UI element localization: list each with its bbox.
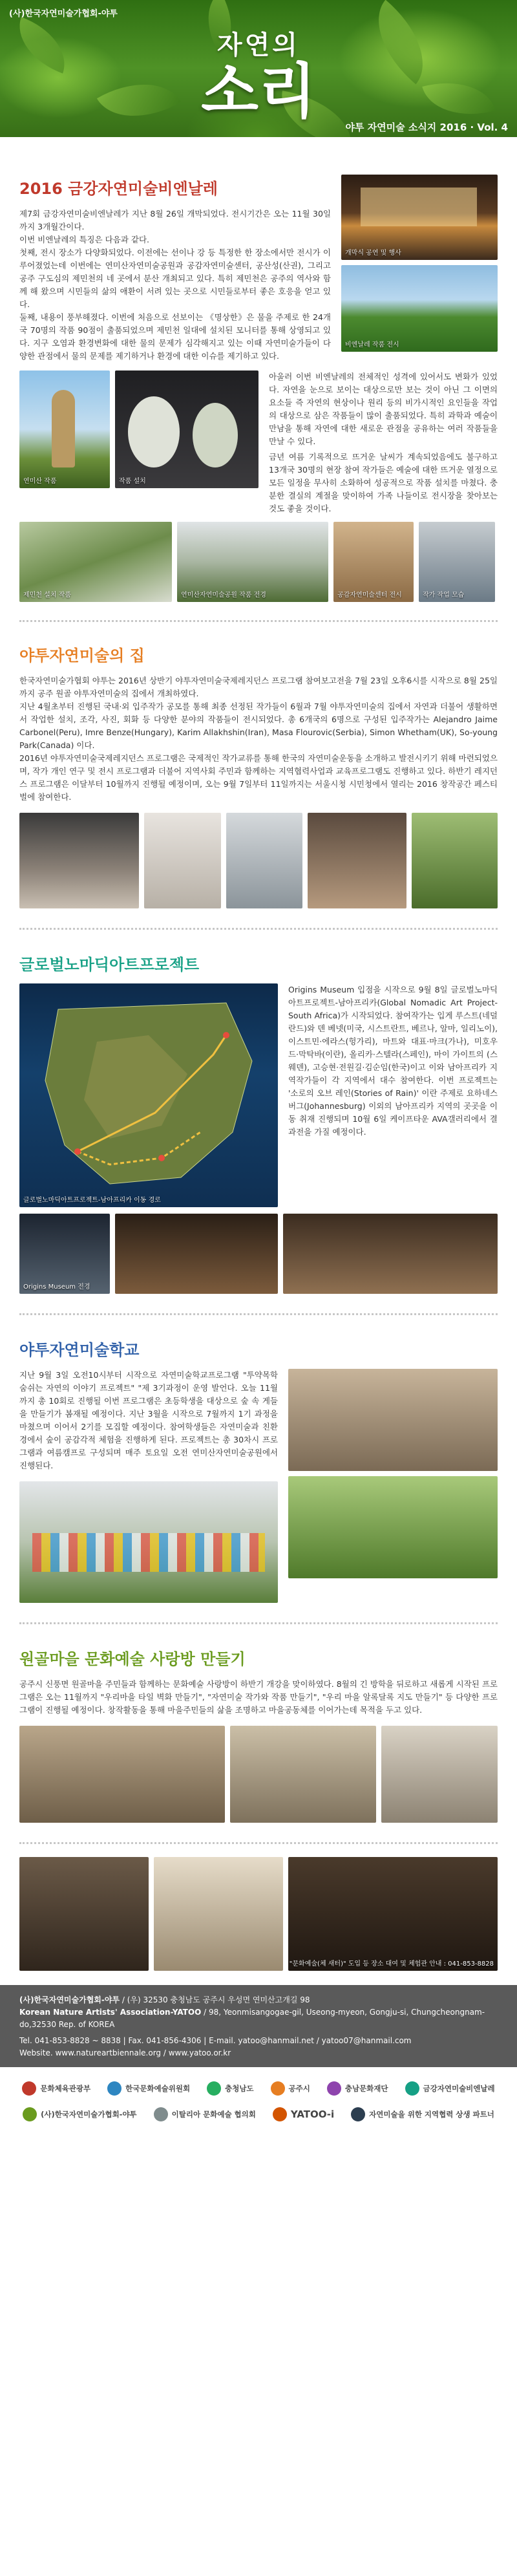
sponsor-logo: (사)한국자연미술가협회-야투 — [23, 2107, 137, 2121]
section-title: 원골마을 문화예술 사랑방 만들기 — [19, 1650, 246, 1668]
sponsor-mark-icon — [327, 2081, 341, 2096]
section-title: 글로벌노마딕아트프로젝트 — [19, 956, 200, 974]
paragraph: 이번 비엔날레의 특징은 다음과 같다. — [19, 235, 149, 244]
paragraph: 제7회 금강자연미술비엔날레가 지난 8월 26일 개막되었다. 전시기간은 오는 11월 30일까지 3개월간이다. — [19, 209, 331, 231]
section-title: 야투자연미술의 집 — [19, 647, 145, 665]
paragraph: Origins Museum 입점을 시작으로 9월 8일 글로벌노마딕아트프로젝트-남아프리카(Global Nomadic Art Project-South Africa)가 시작되었다. 참여작가는 입게 루스트(네덜란드)와 덴 베넷(미국, 시스트란트, 베르나, 알마, 일리노이), 이스트민·에라스(헝가리), 마트와 대표·마크(가나), 미호우드·막탁바(이란), 올리카·스텔라(스페인), 마이 가이트의 (스웨덴), 고승현·전원길·김순임(한국)이고 이와 남아프리카 지역작가들이 각 지역에서 대수 참여한다. 이번 프로젝트는 '소로의 오브 레인(Stories of Rain)' 이란 주제로 요하네스버그(Johannesburg) 이외의 남아프리카 지역의 곳곳을 이동 취재 진행되며 10월 6일 케이프타운 AVA갤러리에서 결과전을 가질 예정이다. — [288, 985, 498, 1137]
sponsor-logo: 충청남도 — [207, 2081, 253, 2096]
photo-school-2 — [288, 1476, 498, 1578]
sponsor-mark-icon — [154, 2107, 168, 2121]
divider — [19, 928, 498, 930]
photo-house-4 — [308, 813, 406, 908]
sponsor-logo: YATOO-i — [273, 2107, 334, 2121]
photo-work-e — [333, 522, 414, 602]
photo-venue-1 — [19, 1857, 149, 1971]
photo-house-1 — [19, 813, 139, 908]
paragraph: 아울러 이번 비엔날레의 전체적인 성격에 있어서도 변화가 있었다. 자연을 눈으로 보이는 대상으로만 보는 것이 아닌 그 이면의 요소들 즉 자연의 현상이나 원리 등의 비가시적인 요인들을 작업의 대상으로 삼은 작품들이 많이 출품되었다. 특히 과학과 예술이 만남을 통해 자연에 대한 새로운 관점을 공유하는 여러 작품들을 만날 수 있다. — [269, 372, 498, 446]
footer — [0, 1985, 517, 2067]
sponsor-mark-icon — [271, 2081, 285, 2096]
map-illustration — [19, 983, 278, 1207]
sponsor-logo: 공주시 — [271, 2081, 310, 2096]
map-south-africa — [19, 983, 278, 1207]
header-bottom-strip — [0, 137, 517, 169]
photo-school-group — [19, 1481, 278, 1603]
footer-website[interactable]: Website. www.natureartbiennale.org / www.yatoo.or.kr — [19, 2048, 231, 2057]
sponsor-logo: 자연미술을 위한 지역협력 상생 파트너 — [351, 2107, 494, 2121]
divider — [19, 1622, 498, 1624]
photo-caption: 연미산자연미술공원 작품 전경 — [181, 592, 266, 599]
photo-caption: 개막식 공연 및 행사 — [345, 250, 401, 257]
footer-org: (사)한국자연미술가협회-야투 — [19, 1995, 120, 2004]
sponsor-mark-icon — [273, 2107, 287, 2121]
sponsor-mark-icon — [22, 2081, 36, 2096]
section-title: 2016 금강자연미술비엔날레 — [19, 180, 218, 198]
photo-village-3 — [381, 1726, 498, 1823]
footer-address-en — [19, 2006, 498, 2031]
masthead-line2: 소리 — [201, 56, 316, 126]
photo-work-c — [19, 522, 172, 602]
photo-caption: Origins Museum 전경 — [23, 1283, 90, 1291]
section-bottom-strip — [0, 1857, 517, 1971]
sponsor-mark-icon — [207, 2081, 221, 2096]
sponsor-mark-icon — [405, 2081, 419, 2096]
footer-address-ko — [19, 1994, 498, 2006]
photo-work-d — [177, 522, 328, 602]
masthead-logo — [0, 25, 517, 126]
photo-house-3 — [226, 813, 302, 908]
section-biennale — [0, 173, 517, 602]
photo-caption: 공감자연미술센터 전시 — [337, 592, 402, 599]
sponsor-mark-icon — [107, 2081, 121, 2096]
photo-village-1 — [19, 1726, 225, 1823]
issue-label: 야투 자연미술 소식지 2016 · Vol. 4 — [345, 122, 508, 133]
divider — [19, 1313, 498, 1315]
paragraph: 지난 4월초부터 진행된 국내·외 입주작가 공모를 통해 최종 선정된 작가들이 6월과 7월 야투자연미술의 집에서 자연과 더불어 생활하면서 작업한 설치, 조각, 사진, 회화 등 다양한 분야의 작품들이 전시되었다. 총 6개국의 6명으로 구성된 입주작가는 Alejandro Jaime Carbonel(Peru), Imre Benze(Hungary), Karim Allakhshin(Iran), Masa Flourovic(Serbia), Simon Whetham(UK), So-young Park(Canada) 이다. — [19, 702, 498, 750]
photo-caption: 작가 작업 모습 — [423, 592, 465, 599]
photo-venue-2 — [154, 1857, 283, 1971]
photo-nomadic-2 — [115, 1214, 278, 1294]
photo-caption: 비엔날레 작품 전시 — [345, 341, 399, 349]
paragraph: 2016년 야투자연미술국제레지던스 프로그램은 국제적인 작가교류를 통해 한국의 자연미술운동을 소개하고 발전시키기 위해 마련되었으며, 작가 개인 연구 및 전시 프로그램과 더불어 지역사회 주민과 함께하는 지역협력사업과 교육프로그램도 진행하고 있다. 하반기 레지던스 프로그램은 이달부터 10월까지 진행될 예정이며, 오는 9월 7일부터 11일까지는 서울시청 시민청에서 열리는 2016 창작공간 페스티벌에 참여한다. — [19, 753, 498, 802]
divider — [19, 1842, 498, 1844]
photo-work-f — [419, 522, 495, 602]
photo-exhibition — [341, 265, 498, 352]
photo-caption: 연미산 작품 — [23, 478, 57, 485]
section-house — [0, 640, 517, 908]
section-nomadic — [0, 949, 517, 1294]
photo-caption: "문화예술(체 새터)" 도입 등 장소 대여 및 체험관 안내 : 041-853-8828 — [289, 1960, 494, 1968]
photo-nomadic-1 — [19, 1214, 110, 1294]
photo-house-5 — [412, 813, 498, 908]
photo-caption: 글로벌노마딕아트프로젝트-남아프리카 이동 경로 — [23, 1197, 161, 1204]
photo-caption: 제민천 설치 작품 — [23, 592, 71, 599]
paragraph: 공주시 신풍면 원골마을 주민들과 함께하는 문화예술 사랑방이 하반기 개강을 맞이하였다. 8월의 긴 방학을 뒤로하고 새롭게 시작된 프로그램은 오는 11월까지 "우리마을 타일 벽화 만들기", "자연미술 작가와 작품 만들기", "우리 마을 알록달록 지도 만들기" 등 다양한 프로그램이 진행될 예정이다. 창작활동을 통해 마을주민들의 삶을 조명하고 마을공동체를 이어가는데 목적을 두고 있다. — [19, 1679, 498, 1715]
section-school — [0, 1335, 517, 1603]
footer-contact[interactable]: Tel. 041-853-8828 ~ 8838 | Fax. 041-856-4306 | E-mail. yatoo@hanmail.net / yatoo07@hanmail.com — [19, 2036, 412, 2045]
header-banner — [0, 0, 517, 169]
photo-village-2 — [230, 1726, 376, 1823]
photo-nomadic-3 — [283, 1214, 498, 1294]
divider — [19, 620, 498, 622]
paragraph: 둘째, 내용이 풍부해졌다. 이번에 처음으로 선보이는 《명상한》은 물을 주제로 한 24개국 70명의 작품 90점이 출품되었으며 제민천 일대에 설치된 모니터를 통해 상영되고 있다. 지구 오염과 환경변화에 대한 물의 문제가 심각해지고 있는 이때 자연미술가들이 다양한 관점에서 물의 문제를 제기하거나 환경에 대한 이슈를 제기하고 있다. — [19, 312, 331, 361]
org-name: (사)한국자연미술가협회-야투 — [9, 9, 118, 19]
section-village — [0, 1644, 517, 1823]
section-title: 야투자연미술학교 — [19, 1341, 140, 1359]
photo-work-b — [115, 370, 258, 488]
sponsor-logo: 한국문화예술위원회 — [107, 2081, 190, 2096]
paragraph: 첫째, 전시 장소가 다양화되었다. 이전에는 선이나 강 등 특정한 한 장소에서만 전시가 이루어졌었는데 이번에는 연미산자연미술공원과 공감자연미술센터, 공산성(산권), 그리고 공주 구도심의 제민천의 네 곳에서 분산 개최되고 있다. 특히 제민천은 공주의 역사와 함께 해 왔으며 시민들의 삶의 애환이 서려 있는 곳으로 시민들로부터 좋은 호응을 얻고 있다. — [19, 248, 331, 309]
sponsor-logo: 문화체육관광부 — [22, 2081, 90, 2096]
photo-house-2 — [144, 813, 221, 908]
paragraph: 한국자연미술가협회 야투는 2016년 상반기 야투자연미술국제레지던스 프로그램 참여보고전을 7월 23일 오후6시를 시작으로 8월 25일까지 공주 원골 야투자연미술의 집에서 개최하였다. — [19, 676, 498, 698]
sponsor-logos — [0, 2067, 517, 2138]
sponsor-logo: 이탈리아 문화예술 협의회 — [154, 2107, 256, 2121]
sponsor-logo: 충남문화재단 — [327, 2081, 388, 2096]
photo-venue-3 — [288, 1857, 498, 1971]
sponsor-mark-icon — [23, 2107, 37, 2121]
footer-en-address: / 98, Yeonmisangogae-gil, Useong-myeon, Gongju-si, Chungcheongnam-do,32530 Rep. of KOREA — [19, 2008, 485, 2029]
footer-en-name: Korean Nature Artists' Association-YATOO — [19, 2008, 202, 2017]
footer-address: / (우) 32530 충청남도 공주시 우성면 연미산고개길 98 — [120, 1995, 310, 2004]
photo-school-1 — [288, 1369, 498, 1471]
photo-work-a — [19, 370, 110, 488]
photo-opening-ceremony — [341, 175, 498, 260]
sponsor-logo: 금강자연미술비엔날레 — [405, 2081, 495, 2096]
photo-caption: 작품 설치 — [119, 478, 146, 485]
paragraph: 지난 9월 3일 오전10시부터 시작으로 자연미술학교프로그램 "투약목학 숨쉬는 자연의 이야기 프로젝트" "제 3기과정이 운영 발언다. 오늘 11월까지 총 10회로 진행될 이번 프로그램은 초등학생을 대상으로 숲 속 게들을 만들기가 봄재될 예정이다. 지난 3월을 시작으로 7월까지 1기 과정을 마쳤으며 이어서 2기를 모집할 예정이다. 참여학생들은 자연미술과 친환경에서 숲이 공감각적 체험을 진행하게 된다. 프로젝트는 총 30차시 프로그램과 여름캠프로 구성되며 매주 토요일 오전 연미산자연미술공원에서 진행된다. — [19, 1370, 278, 1470]
paragraph: 금년 여름 기록적으로 뜨거운 날씨가 계속되었음에도 불구하고 13개국 30명의 현장 참여 작가들은 예술에 대한 뜨거운 열정으로 모든 일정을 무사히 소화하여 성공적으로 작품 설치를 마쳤다. 충분한 결실의 계절을 맞이하여 가족 나들이로 전시장을 찾아보는 것도 좋을 것이다. — [269, 452, 498, 513]
sponsor-mark-icon — [351, 2107, 365, 2121]
masthead-line1: 자연의 — [217, 30, 300, 60]
